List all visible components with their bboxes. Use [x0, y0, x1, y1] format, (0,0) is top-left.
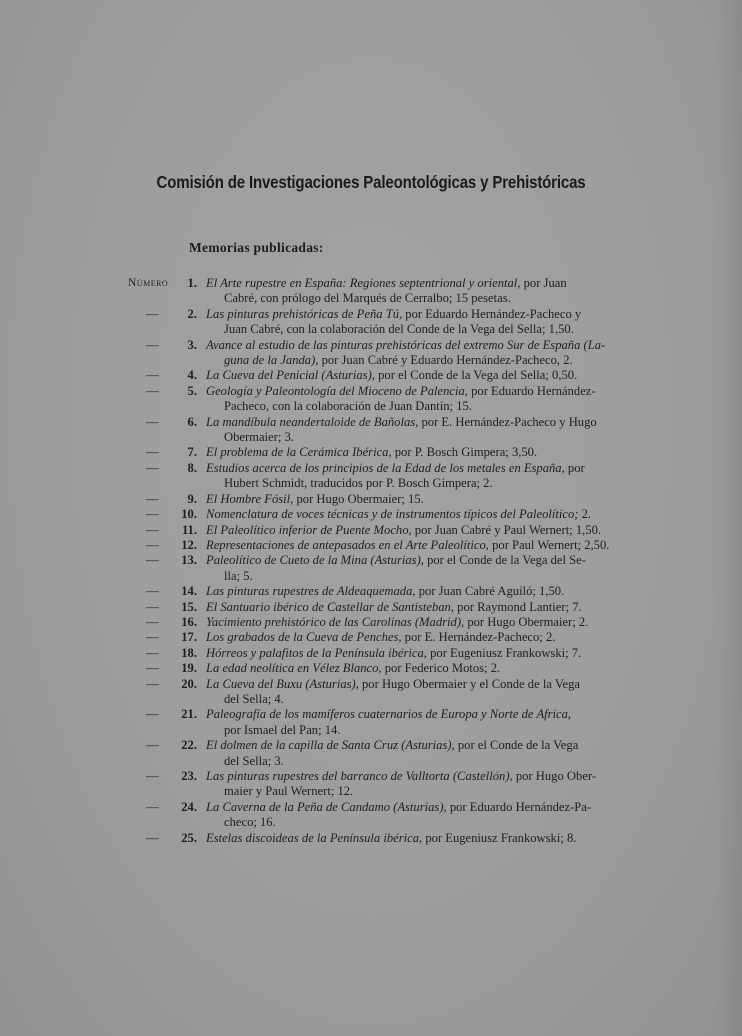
entry-number: 5. [187, 383, 197, 398]
list-item [0, 445, 742, 460]
ditto-dash: — [146, 630, 159, 645]
entry-line [206, 507, 591, 521]
entry-number: 15. [181, 599, 197, 614]
entry-line [206, 523, 601, 537]
list-item [0, 523, 742, 538]
entry-title: El Arte rupestre en España: Regiones septentrional y oriental, [206, 276, 521, 290]
entry-text [206, 615, 624, 630]
entry-continuation [206, 476, 624, 491]
entry-title: El Hombre Fósil, [206, 491, 294, 506]
entry-title: Geología y Paleontología del Mioceno de Palencia, [206, 383, 468, 398]
entry-title: La Caverna de la Peña de Candamo (Asturias), [206, 799, 447, 814]
entry-line [206, 276, 567, 290]
ditto-dash: — [146, 383, 159, 398]
entry-line [206, 738, 578, 752]
list-item [0, 600, 742, 615]
entry-text [206, 553, 624, 584]
entry-title: Paleografía de los mamíferos cuaternarios de Europa y Norte de Africa, [206, 707, 572, 722]
entry-line [206, 661, 500, 675]
entry-line [206, 600, 582, 614]
entry-author: 2. [578, 507, 592, 522]
entry-continuation [206, 399, 624, 414]
entry-author: por el Conde de la Vega [454, 738, 579, 753]
entry-details: maier y Paul Wernert; 12. [224, 784, 354, 799]
list-item [0, 630, 742, 645]
entry-text [206, 461, 624, 492]
ditto-dash: — [146, 661, 159, 676]
entry-number: 17. [181, 630, 197, 645]
publications-list [0, 276, 742, 846]
list-item [0, 276, 742, 307]
entry-text [206, 661, 624, 676]
list-item [0, 831, 742, 846]
list-item [0, 415, 742, 446]
ditto-dash: — [146, 799, 159, 814]
entry-line [206, 831, 576, 845]
entry-number: 12. [181, 537, 197, 552]
entry-title: Las pinturas rupestres de Aldeaquemada, [206, 584, 416, 599]
entry-number: 2. [187, 306, 197, 321]
ditto-dash: — [146, 337, 159, 352]
entry-line [206, 553, 586, 567]
entry-text [206, 276, 624, 307]
entry-number: 19. [181, 661, 197, 676]
entry-continuation [206, 569, 624, 584]
entry-line [206, 615, 588, 629]
entry-text [206, 707, 624, 738]
entry-number: 6. [187, 414, 197, 429]
entry-details: Hubert Schmidt, traducidos por P. Bosch Gimpera; 2. [224, 476, 493, 491]
ditto-dash: — [146, 584, 159, 599]
entry-continuation [206, 723, 624, 738]
entry-author: por el Conde de la Vega del Sella; 0,50. [374, 368, 578, 383]
entry-title: La Cueva del Buxu (Asturias), [206, 676, 359, 691]
entry-continuation [206, 430, 624, 445]
entry-number: 16. [181, 614, 197, 629]
ditto-dash: — [146, 599, 159, 614]
entry-details: Juan Cabré, con la colaboración del Conde de la Vega del Sella; 1,50. [224, 322, 574, 337]
entry-author: por Federico Motos; 2. [381, 661, 501, 676]
entry-text [206, 600, 624, 615]
entry-title: Estelas discoideas de la Península ibérica, [206, 830, 423, 845]
entry-details: Cabré, con prólogo del Marqués de Cerralbo; 15 pesetas. [224, 291, 511, 306]
entry-author: por E. Hernández-Pacheco y Hugo [418, 414, 597, 429]
entry-author: por Paul Wernert; 2,50. [488, 537, 610, 552]
ditto-dash: — [146, 368, 159, 383]
entry-title: Paleolítico de Cueto de la Mina (Asturias), [206, 553, 424, 568]
ditto-dash: — [146, 491, 159, 506]
entry-continuation [206, 815, 624, 830]
list-item [0, 553, 742, 584]
entry-line [206, 630, 555, 644]
ditto-dash: — [146, 553, 159, 568]
entry-number: 3. [187, 337, 197, 352]
ditto-dash: — [146, 445, 159, 460]
list-item [0, 368, 742, 383]
entry-text [206, 307, 624, 338]
ditto-dash: — [146, 460, 159, 475]
ditto-dash: — [146, 537, 159, 552]
entry-author: por Eduardo Hernández-Pa- [446, 799, 592, 814]
entry-line [206, 445, 537, 459]
entry-number: 8. [187, 460, 197, 475]
entry-text [206, 523, 624, 538]
entry-number: 23. [181, 769, 197, 783]
entry-text [206, 584, 624, 599]
entry-line [206, 538, 609, 552]
list-item [0, 738, 742, 769]
entry-number: 14. [181, 584, 197, 599]
list-item [0, 677, 742, 708]
entry-author: por Hugo Obermaier y el Conde de la Vega [358, 676, 580, 691]
entry-line [206, 368, 577, 382]
list-item [0, 384, 742, 415]
entry-details: del Sella; 4. [224, 691, 284, 706]
entry-text [206, 445, 624, 460]
entry-title-continued: guna de la Janda), [224, 353, 319, 368]
entry-author: por Eugeniusz Frankowski; 8. [422, 830, 577, 845]
entry-number: 24. [181, 799, 197, 814]
page-heading: Comisión de Investigaciones Paleontológicas y Prehistóricas [156, 172, 586, 192]
entry-details: Obermaier; 3. [224, 430, 294, 445]
entry-number: 18. [181, 645, 197, 660]
entry-continuation [206, 322, 624, 337]
entry-title: El problema de la Cerámica Ibérica, [206, 445, 392, 460]
entry-title: Representaciones de antepasados en el Arte Paleolítico, [206, 537, 489, 552]
entry-title: La mandíbula neandertaloide de Bañolas, [206, 414, 419, 429]
entry-number: 25. [181, 830, 197, 845]
ditto-dash: — [146, 676, 159, 691]
entry-author: por Juan [520, 276, 567, 290]
ditto-dash: — [146, 738, 159, 753]
entry-author: por Eduardo Hernández-Pacheco y [402, 306, 582, 321]
ditto-dash: — [146, 522, 159, 537]
entry-title: Avance al estudio de las pinturas prehistóricas del extremo Sur de España (La- [206, 337, 606, 352]
entry-title: Yacimiento prehistórico de las Carolinas (Madrid), [206, 614, 465, 629]
list-item [0, 307, 742, 338]
entry-text [206, 738, 624, 769]
entry-title: La edad neolítica en Vélez Blanco, [206, 661, 382, 676]
entry-title: Estudios acerca de los principios de la Edad de los metales en España, [206, 460, 565, 475]
entry-author: por Raymond Lantier; 7. [454, 599, 582, 614]
list-item [0, 769, 742, 800]
entry-line [206, 707, 571, 721]
entry-line [206, 492, 424, 506]
entry-line [206, 584, 564, 598]
entry-author: por [564, 460, 585, 475]
entry-title: Nomenclatura de voces técnicas y de instrumentos típicos del Paleolítico; [206, 507, 579, 522]
number-label: Número [128, 277, 169, 289]
list-item [0, 800, 742, 831]
entry-line [206, 769, 596, 783]
entry-details: por Ismael del Pan; 14. [224, 722, 341, 737]
entry-title: Hórreos y palafitos de la Península ibérica, [206, 645, 427, 660]
entry-title: El Santuario ibérico de Castellar de Santisteban, [206, 599, 455, 614]
entry-details: del Sella; 3. [224, 753, 284, 768]
entry-author: por Juan Cabré Aguiló; 1,50. [415, 584, 565, 599]
ditto-dash: — [146, 614, 159, 629]
entry-author: por Hugo Obermaier; 15. [293, 491, 424, 506]
entry-author: por E. Hernández-Pacheco; 2. [401, 630, 556, 645]
list-item [0, 646, 742, 661]
entry-text [206, 630, 624, 645]
entry-title: Las pinturas rupestres del barranco de Valltorta (Castellón), [206, 769, 513, 783]
entry-number: 11. [181, 522, 197, 537]
entry-number: 20. [181, 676, 197, 691]
entry-author: por Eugeniusz Frankowski; 7. [426, 645, 582, 660]
entry-details: por Juan Cabré y Eduardo Hernández-Pacheco, 2. [318, 353, 573, 368]
entry-number: 9. [187, 491, 197, 506]
entry-number: 22. [181, 738, 197, 753]
entry-text [206, 831, 624, 846]
entry-number: 10. [181, 507, 197, 522]
entry-number: 21. [181, 707, 197, 722]
entry-line [206, 646, 581, 660]
list-item [0, 492, 742, 507]
entry-line [206, 307, 581, 321]
ditto-dash: — [146, 769, 159, 783]
entry-text [206, 800, 624, 831]
ditto-dash: — [146, 830, 159, 845]
entry-details: lla; 5. [224, 568, 253, 583]
entry-text [206, 646, 624, 661]
entry-title: El Paleolítico inferior de Puente Mocho, [206, 522, 412, 537]
list-item [0, 538, 742, 553]
entry-details: checo; 16. [224, 815, 276, 830]
entry-line [206, 338, 605, 352]
entry-text [206, 769, 624, 800]
entry-number: 1. [187, 276, 197, 290]
entry-author: por el Conde de la Vega del Se- [423, 553, 586, 568]
entry-line [206, 677, 580, 691]
list-item [0, 661, 742, 676]
entry-text [206, 384, 624, 415]
entry-number: 4. [187, 368, 197, 383]
entry-line [206, 415, 597, 429]
entry-author: por Juan Cabré y Paul Wernert; 1,50. [411, 522, 602, 537]
list-item [0, 615, 742, 630]
entry-text [206, 538, 624, 553]
entry-text [206, 507, 624, 522]
list-item [0, 507, 742, 522]
ditto-dash: — [146, 507, 159, 522]
entry-line [206, 384, 596, 398]
ditto-dash: — [146, 306, 159, 321]
entry-title: Los grabados de la Cueva de Penches, [206, 630, 402, 645]
entry-continuation [206, 692, 624, 707]
entry-details: Pacheco, con la colaboración de Juan Dantín; 15. [224, 399, 472, 414]
entry-text [206, 338, 624, 369]
entry-text [206, 677, 624, 708]
ditto-dash: — [146, 414, 159, 429]
entry-title: La Cueva del Penicial (Asturias), [206, 368, 375, 383]
ditto-dash: — [146, 707, 159, 722]
entry-continuation [206, 353, 624, 368]
list-item [0, 584, 742, 599]
list-item [0, 338, 742, 369]
entry-continuation [206, 784, 624, 799]
entry-author: por Hugo Ober- [512, 769, 597, 783]
entry-line [206, 800, 591, 814]
entry-author: por Eduardo Hernández- [467, 383, 596, 398]
ditto-dash: — [146, 645, 159, 660]
entry-title: El dolmen de la capilla de Santa Cruz (Asturias), [206, 738, 455, 753]
list-item [0, 707, 742, 738]
entry-number: 7. [187, 445, 197, 460]
entry-text [206, 492, 624, 507]
entry-continuation [206, 291, 624, 306]
entry-number: 13. [181, 553, 197, 568]
entry-line [206, 461, 585, 475]
entry-author: por P. Bosch Gimpera; 3,50. [391, 445, 538, 460]
entry-continuation [206, 754, 624, 769]
section-subheading: Memorias publicadas: [189, 240, 324, 255]
entry-text [206, 368, 624, 383]
list-item [0, 461, 742, 492]
entry-title: Las pinturas prehistóricas de Peña Tú, [206, 306, 403, 321]
entry-text [206, 415, 624, 446]
entry-author: por Hugo Obermaier; 2. [464, 614, 589, 629]
